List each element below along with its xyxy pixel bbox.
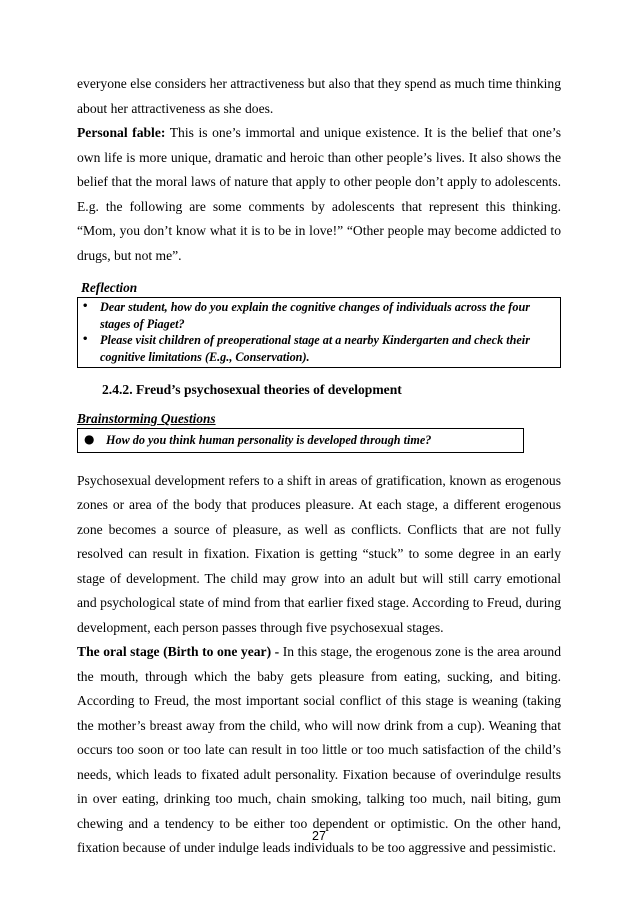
reflection-item [82, 332, 556, 365]
personal-fable-text: This is one’s immortal and unique existence. It is the belief that one’s own life is more unique, dramatic and heroic than other people’s lives. It also shows the belief that the moral laws of nature that apply to other people don’t apply to adolescents. E.g. the following are some comments by adolescents that represent this thinking. “Mom, you don’t know what it is to be in love!” “Other people may become addicted to drugs, but not me”. [77, 125, 561, 263]
page-content [77, 72, 561, 861]
bullet-icon: • [82, 334, 89, 345]
reflection-title: Reflection [81, 280, 138, 295]
section-heading: 2.4.2. Freud’s psychosexual theories of development [102, 382, 402, 397]
brainstorm-box [77, 428, 524, 453]
intro-paragraph: everyone else considers her attractiveness but also that they spend as much time thinking about her attractiveness as she does. [77, 76, 561, 116]
oral-stage-text: In this stage, the erogenous zone is the area around the mouth, through which the baby gets pleasure from eating, sucking, and biting. According to Freud, the most important social conflict of this stage is weaning (taking the mother’s breast away from the child, who will now drink from a cup). Weaning that occurs too soon or too late can result in too little or too much satisfaction of the child’s needs, which leads to fixated adult personality. Fixation because of overindulge results in over eating, drinking too much, chain smoking, talking too much, nail biting, gum chewing and a tendency to be either too dependent or optimistic. On the other hand, fixation because of under indulge leads individuals to be too aggressive and pessimistic. [77, 644, 561, 855]
brainstorm-title: Brainstorming Questions [77, 411, 216, 426]
reflection-item-text: Please visit children of preoperational stage at a nearby Kindergarten and check their cognitive limitations (E.g., Conservation). [100, 333, 530, 364]
page-number: 27 [312, 829, 326, 843]
brainstorm-item-text: How do you think human personality is developed through time? [106, 433, 432, 447]
reflection-box [77, 297, 561, 368]
bullet-icon: • [82, 301, 89, 312]
brainstorm-list [84, 432, 519, 449]
brainstorm-item [84, 432, 519, 449]
reflection-item-text: Dear student, how do you explain the cognitive changes of individuals across the four stages of Piaget? [100, 300, 530, 331]
bullet-icon: ● [84, 432, 95, 446]
reflection-item [82, 299, 556, 332]
personal-fable-label: Personal fable: [77, 125, 166, 140]
reflection-list [82, 299, 556, 365]
oral-stage-paragraph [77, 640, 561, 861]
oral-stage-label: The oral stage (Birth to one year) - [77, 644, 280, 659]
personal-fable-paragraph [77, 121, 561, 268]
psychosexual-paragraph: Psychosexual development refers to a shift in areas of gratification, known as erogenous zones or area of the body that produces pleasure. At each stage, a different erogenous zone becomes a source of pleasure, as well as conflicts. Conflicts that are not fully resolved can result in fixation. Fixation is getting “stuck” to some degree in an early stage of development. The child may grow into an adult but will still carry emotional and psychological state of mind from that earlier fixed stage. According to Freud, during development, each person passes through five psychosexual stages. [77, 472, 561, 635]
